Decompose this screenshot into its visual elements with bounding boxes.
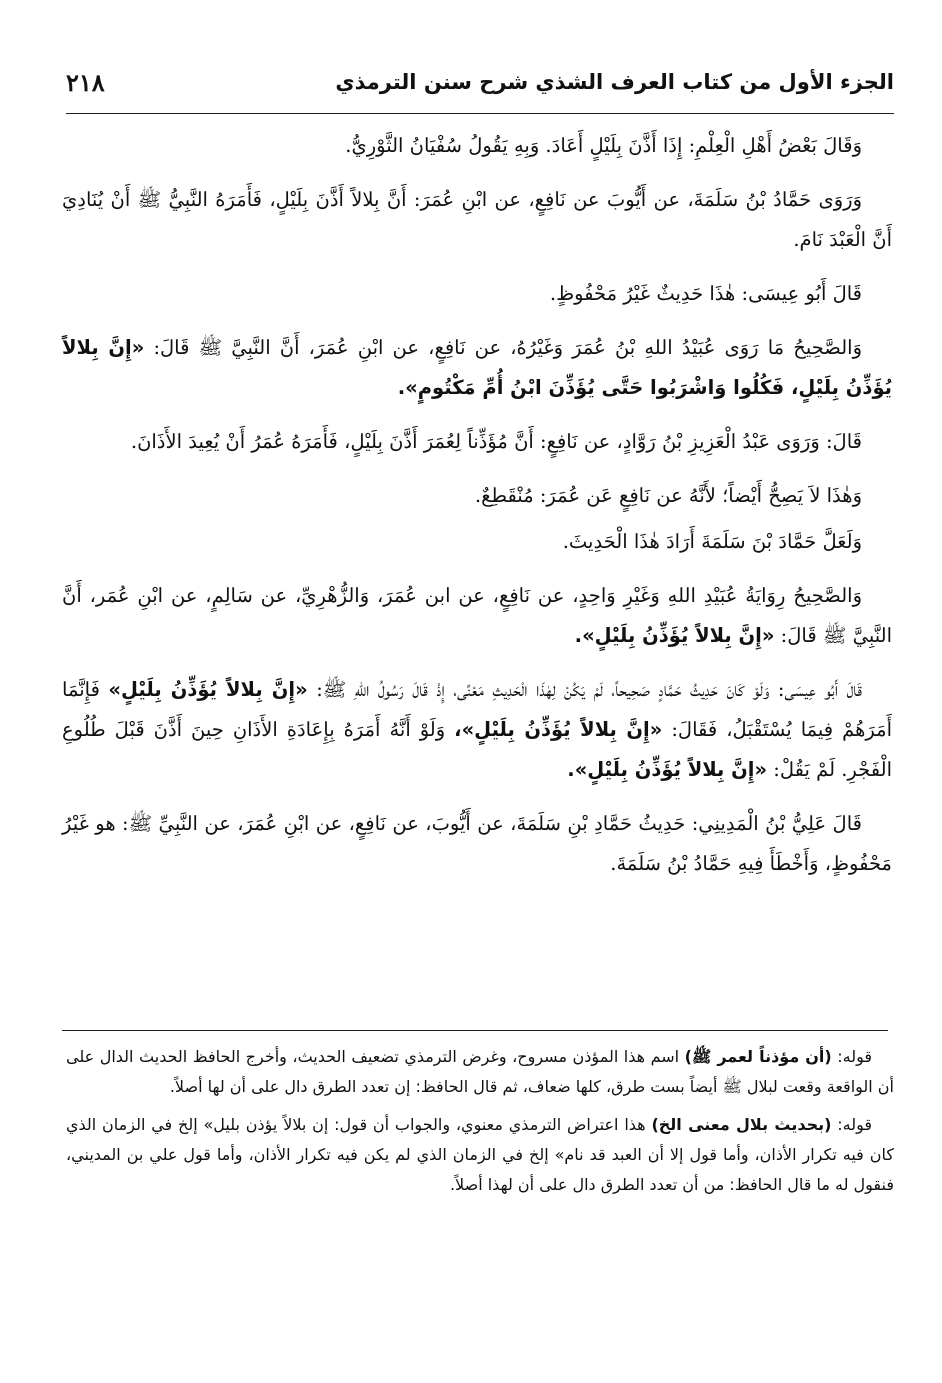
footnote-2-heading: (بحديث بلال معنى الخ) [651,1115,832,1134]
paragraph-9-text-b: فَإِنَّمَا أَمَرَهُمْ فِيمَا يُسْتَقْبَلُ، فَقَالَ: [62,678,893,741]
footnote-1 [66,1042,894,1102]
hadith-quote: «إِنَّ بِلالاً يُؤَذِّنُ بِلَيْلٍ». [567,758,768,781]
footnote-2-text: هذا اعتراض الترمذي معنوي، والجواب أن قول: إن بلالاً يؤذن بليل» إلخ في الزمان الذي كان فيه تكرار الأذان، وأما قول إلا أن العبد قد نام» إلخ في الزمان الذي لم يكن فيه تكرار الأذان، وأما قول علي بن المديني، فنقول له ما قال الحافظ: من أن تعدد الطرق دال على أن لهذا أصلاً. [66,1115,894,1194]
footnote-1-lead: قوله: [837,1047,873,1066]
page-header [66,62,894,102]
hadith-quote: «إِنَّ بِلالاً يُؤَذِّنُ بِلَيْلٍ»، [454,718,663,741]
footnote-2 [66,1110,894,1200]
paragraph-4 [62,328,892,408]
paragraph-8 [62,576,892,656]
hadith-quote: «إِنَّ بِلالاً يُؤَذِّنُ بِلَيْلٍ» [108,678,308,701]
paragraph-9-text-a: قَالَ أَبُو عِيسَى: وَلَوْ كَانَ حَدِيثُ حَمَّادٍ صَحِيحاً، لَمْ يَكُنْ لِهٰذَا الْحَدِيثِ مَعْنًى، إِذْ قَالَ رَسُولُ اللهِ ﷺ: [316,678,862,701]
main-text [62,126,892,898]
footnote-rule [62,1030,888,1031]
running-title: الجزء الأول من كتاب العرف الشذي شرح سنن الترمذي [335,70,894,94]
footnote-2-lead: قوله: [837,1115,873,1134]
paragraph-9 [62,670,892,790]
paragraph-1: وَقَالَ بَعْضُ أَهْلِ الْعِلْمِ: إِذَا أَذَّنَ بِلَيْلٍ أَعَادَ. وَبِهِ يَقُولُ سُفْيَانُ الثَّوْرِيُّ. [345,134,862,157]
paragraph-5: قَالَ: وَرَوَى عَبْدُ الْعَزِيزِ بْنُ رَوَّادٍ، عن نَافِعٍ: أَنَّ مُؤَذِّناً لِعُمَرَ أَذَّنَ بِلَيْلٍ، فَأَمَرَهُ عُمَرُ أَنْ يُعِيدَ الأَذَانَ. [130,430,862,453]
footnote-1-text: اسم هذا المؤذن مسروح، وغرض الترمذي تضعيف الحديث، وأخرج الحافظ الحديث الدال على أن الواقعة وقعت لبلال ﷺ أيضاً بست طرق، كلها ضعاف، ثم قال الحافظ: إن تعدد الطرق دال على أن لها أصلاً. [66,1047,894,1096]
hadith-quote: «إِنَّ بِلالاً يُؤَذِّنُ بِلَيْلٍ». [574,624,775,647]
paragraph-4-text: وَالصَّحِيحُ مَا رَوَى عُبَيْدُ اللهِ بْنُ عُمَرَ وَغَيْرُهُ، عن نَافِعٍ، عن ابْنِ عُمَرَ، أَنَّ النَّبِيَّ ﷺ قَالَ: [153,336,862,359]
paragraph-9-text-c: وَلَوْ أَنَّهُ أَمَرَهُ بِإِعَادَةِ الأَذَانِ حِينَ أَذَّنَ قَبْلَ طُلُوعِ الْفَجْرِ. لَمْ يَقُلْ: [62,718,892,781]
paragraph-2: وَرَوَى حَمَّادُ بْنُ سَلَمَةَ، عن أَيُّوبَ عن نَافِعٍ، عن ابْنِ عُمَرَ: أَنَّ بِلالاً أَذَّنَ بِلَيْلٍ، فَأَمَرَهُ النَّبِيُّ ﷺ أَنْ يُنَادِيَ أَنَّ الْعَبْدَ نَامَ. [62,188,892,251]
paragraph-3: قَالَ أَبُو عِيسَى: هٰذَا حَدِيثٌ غَيْرُ مَحْفُوظٍ. [549,282,862,305]
paragraph-10: قَالَ عَلِيُّ بْنُ الْمَدِينِي: حَدِيثُ حَمَّادِ بْنِ سَلَمَةَ، عن أَيُّوبَ، عن نَافِعٍ، عن ابْنِ عُمَرَ، عن النَّبِيِّ ﷺ: هو غَيْرُ مَحْفُوظٍ، وَأَخْطَأَ فِيهِ حَمَّادُ بْنُ سَلَمَةَ. [62,812,892,875]
footnotes [66,1042,894,1208]
paragraph-8-text: وَالصَّحِيحُ رِوَايَةُ عُبَيْدِ اللهِ وَغَيْرِ وَاحِدٍ، عن نَافِعٍ، عن ابن عُمَرَ، وَالزُّهْرِيِّ، عن سَالِمٍ، عن ابْنِ عُمَر، أَنَّ النَّبِيَّ ﷺ قَالَ: [62,584,892,647]
paragraph-6: وَهٰذَا لاَ يَصِحُّ أَيْضاً؛ لأَنَّهُ عن نَافِعٍ عَن عُمَرَ: مُنْقَطِعٌ. [474,484,862,507]
hadith-quote: «إِنَّ بِلالاً يُؤَذِّنُ بِلَيْلٍ، فَكُلُوا وَاشْرَبُوا حَتَّى يُؤَذِّنَ ابْنُ أُمِّ مَكْتُومٍ». [62,336,892,399]
footnote-1-heading: (أن مؤذناً لعمر ﷺ) [684,1047,832,1066]
page-number: ٢١٨ [66,67,105,97]
paragraph-7: وَلَعَلَّ حَمَّادَ بْنَ سَلَمَةَ أَرَادَ هٰذَا الْحَدِيثَ. [562,530,862,553]
header-rule [66,113,894,114]
